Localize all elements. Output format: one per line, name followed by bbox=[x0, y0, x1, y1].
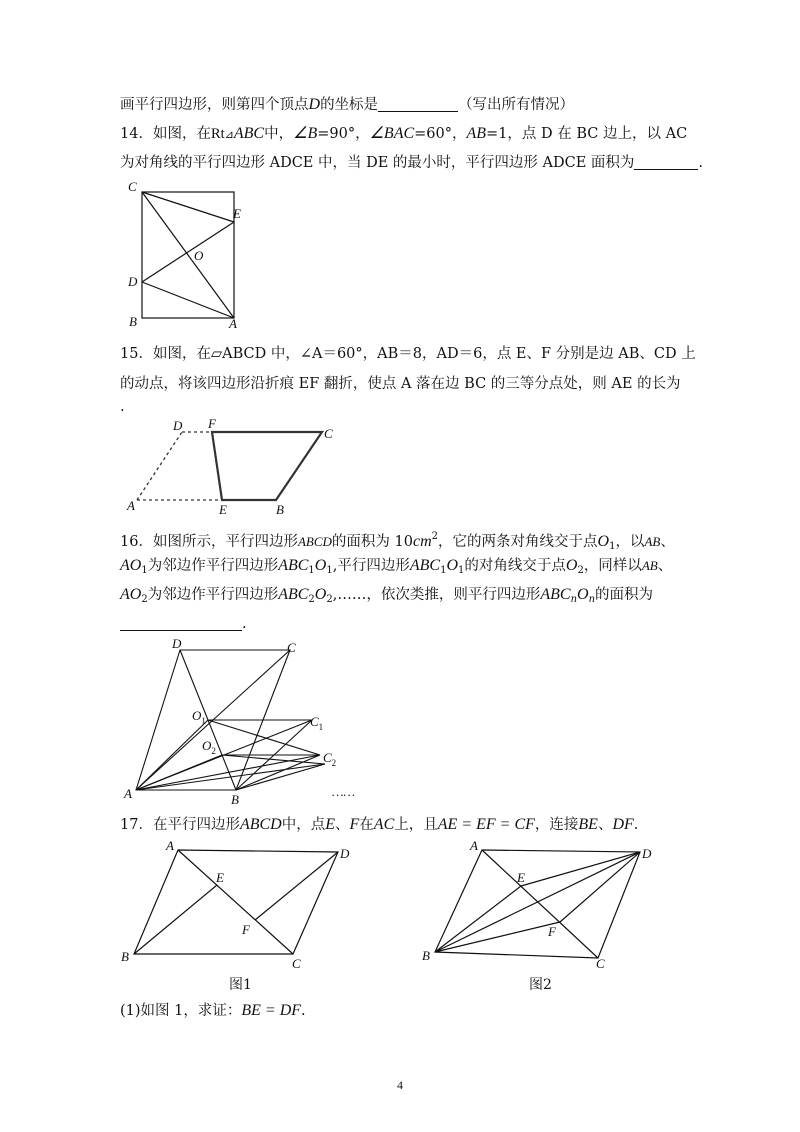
q17-sub1: (1)如图 1，求证：BE = DF. bbox=[120, 1002, 306, 1019]
q15-label-f: F bbox=[208, 416, 216, 431]
q16-label-c1: $C_1$ bbox=[310, 714, 324, 732]
q17-fig2-label-d: D bbox=[642, 846, 652, 861]
q14-line1: 14．如图，在Rt⊿ABC中，∠B=90°，∠BAC=60°，AB=1，点 D 在 BC 边上，以 AC bbox=[120, 125, 688, 142]
q16-ac3 bbox=[136, 764, 325, 790]
q14-line2: 为对角线的平行四边形 ADCE 中，当 DE 的最小时，平行四边形 ADCE 面积为 . bbox=[120, 155, 704, 171]
q16-figure bbox=[120, 638, 380, 813]
q16-label-b: B bbox=[231, 792, 239, 807]
q15-label-c: C bbox=[324, 426, 333, 441]
q15-figure bbox=[125, 418, 355, 518]
q15-line2: 的动点，将该四边形沿折痕 EF 翻折，使点 A 落在边 BC 的三等分点处，则 AE 的长为 bbox=[120, 376, 681, 392]
q15-label-b: B bbox=[276, 502, 284, 517]
q15-label-d: D bbox=[173, 418, 183, 433]
q16-label-c: C bbox=[287, 640, 296, 655]
q14-line-de bbox=[142, 222, 234, 282]
q16-label-c2: $C_2$ bbox=[323, 750, 337, 768]
answer-blank bbox=[120, 630, 242, 631]
q17-fig1-label-e: E bbox=[216, 870, 224, 885]
q17-fig2-label-c: C bbox=[596, 956, 605, 971]
q15-line1: 15．如图，在▱ABCD 中，∠A＝60°，AB＝8，AD＝6，点 E、F 分别是边 AB、CD 上 bbox=[120, 346, 696, 362]
q16-line4: . bbox=[120, 614, 247, 634]
q16-o1c2 bbox=[208, 720, 320, 755]
q16-ac2 bbox=[136, 755, 320, 790]
q17-fig1-label-a: A bbox=[166, 838, 174, 853]
q15-quad bbox=[212, 432, 322, 500]
q15-dash-ad bbox=[137, 432, 182, 500]
q15-label-a: A bbox=[127, 498, 135, 513]
q17-fig1-label-b: B bbox=[121, 949, 129, 964]
q17-fig2-label-b: B bbox=[422, 948, 430, 963]
q14-label-b: B bbox=[129, 314, 137, 329]
q14-label-o: O bbox=[194, 248, 204, 263]
q16-label-d: D bbox=[172, 636, 182, 651]
q13-tail-line: 画平行四边形，则第四个顶点D的坐标是 （写出所有情况） bbox=[120, 96, 575, 113]
q17-fig2-label-f: F bbox=[548, 924, 556, 939]
q17-fig1-label-c: C bbox=[292, 956, 301, 971]
q17-fig1-ac bbox=[178, 850, 293, 954]
q16-ellipsis: …… bbox=[332, 784, 356, 799]
q16-label-o2: $O_2$ bbox=[202, 738, 216, 756]
q17-fig2-bd bbox=[435, 852, 640, 952]
q17-fig1-label-d: D bbox=[340, 846, 350, 861]
q17-fig2-label-a: A bbox=[470, 838, 478, 853]
q17-fig2-label-e: E bbox=[517, 870, 525, 885]
q16-label-o1: $O_1$ bbox=[192, 708, 206, 726]
answer-blank bbox=[378, 111, 458, 112]
q17-fig2-parallelogram bbox=[435, 850, 640, 958]
q14-label-d: D bbox=[128, 274, 138, 289]
q16-line3: $AO_2$为邻边作平行四边形$ABC_2O_2,\dots\dots$，依次类推，则平行四边形$ABC_nO_n$的面积为 bbox=[120, 586, 654, 605]
q16-line2: $AO_1$为邻边作平行四边形$ABC_1O_1$,平行四边形$ABC_1O_1$的对角线交于点$O_2$，同样以AB、 bbox=[120, 557, 673, 576]
q14-line-ce bbox=[142, 192, 234, 222]
answer-blank bbox=[634, 169, 698, 170]
page-number: 4 bbox=[397, 1078, 403, 1092]
q17-fig2-caption: 图2 bbox=[529, 977, 552, 993]
q15-label-e: E bbox=[219, 502, 227, 517]
q17-line1: 17．在平行四边形ABCD中，点E、F在AC上，且AE = EF = CF，连接BE、DF. bbox=[120, 816, 639, 833]
q14-label-a: A bbox=[229, 316, 237, 331]
q17-fig1-caption: 图1 bbox=[229, 977, 252, 993]
q16-line1: 16．如图所示，平行四边形ABCD的面积为 $10cm^2$，它的两条对角线交于点$O_1$，以AB、 bbox=[120, 531, 675, 552]
q17-fig2-fd bbox=[560, 852, 640, 922]
q14-label-e: E bbox=[233, 206, 241, 221]
q17-fig1-label-f: F bbox=[242, 922, 250, 937]
q17-fig1-be bbox=[134, 885, 217, 954]
q16-ao2 bbox=[136, 755, 222, 790]
q17-figure2 bbox=[422, 840, 672, 970]
q14-label-c: C bbox=[128, 179, 137, 194]
q14-figure bbox=[125, 179, 255, 332]
q14-line-ca bbox=[142, 192, 234, 318]
q17-figure1 bbox=[118, 840, 358, 970]
q17-fig1-fd bbox=[255, 852, 338, 920]
q15-line3: . bbox=[120, 399, 125, 415]
q16-label-a: A bbox=[124, 786, 132, 801]
